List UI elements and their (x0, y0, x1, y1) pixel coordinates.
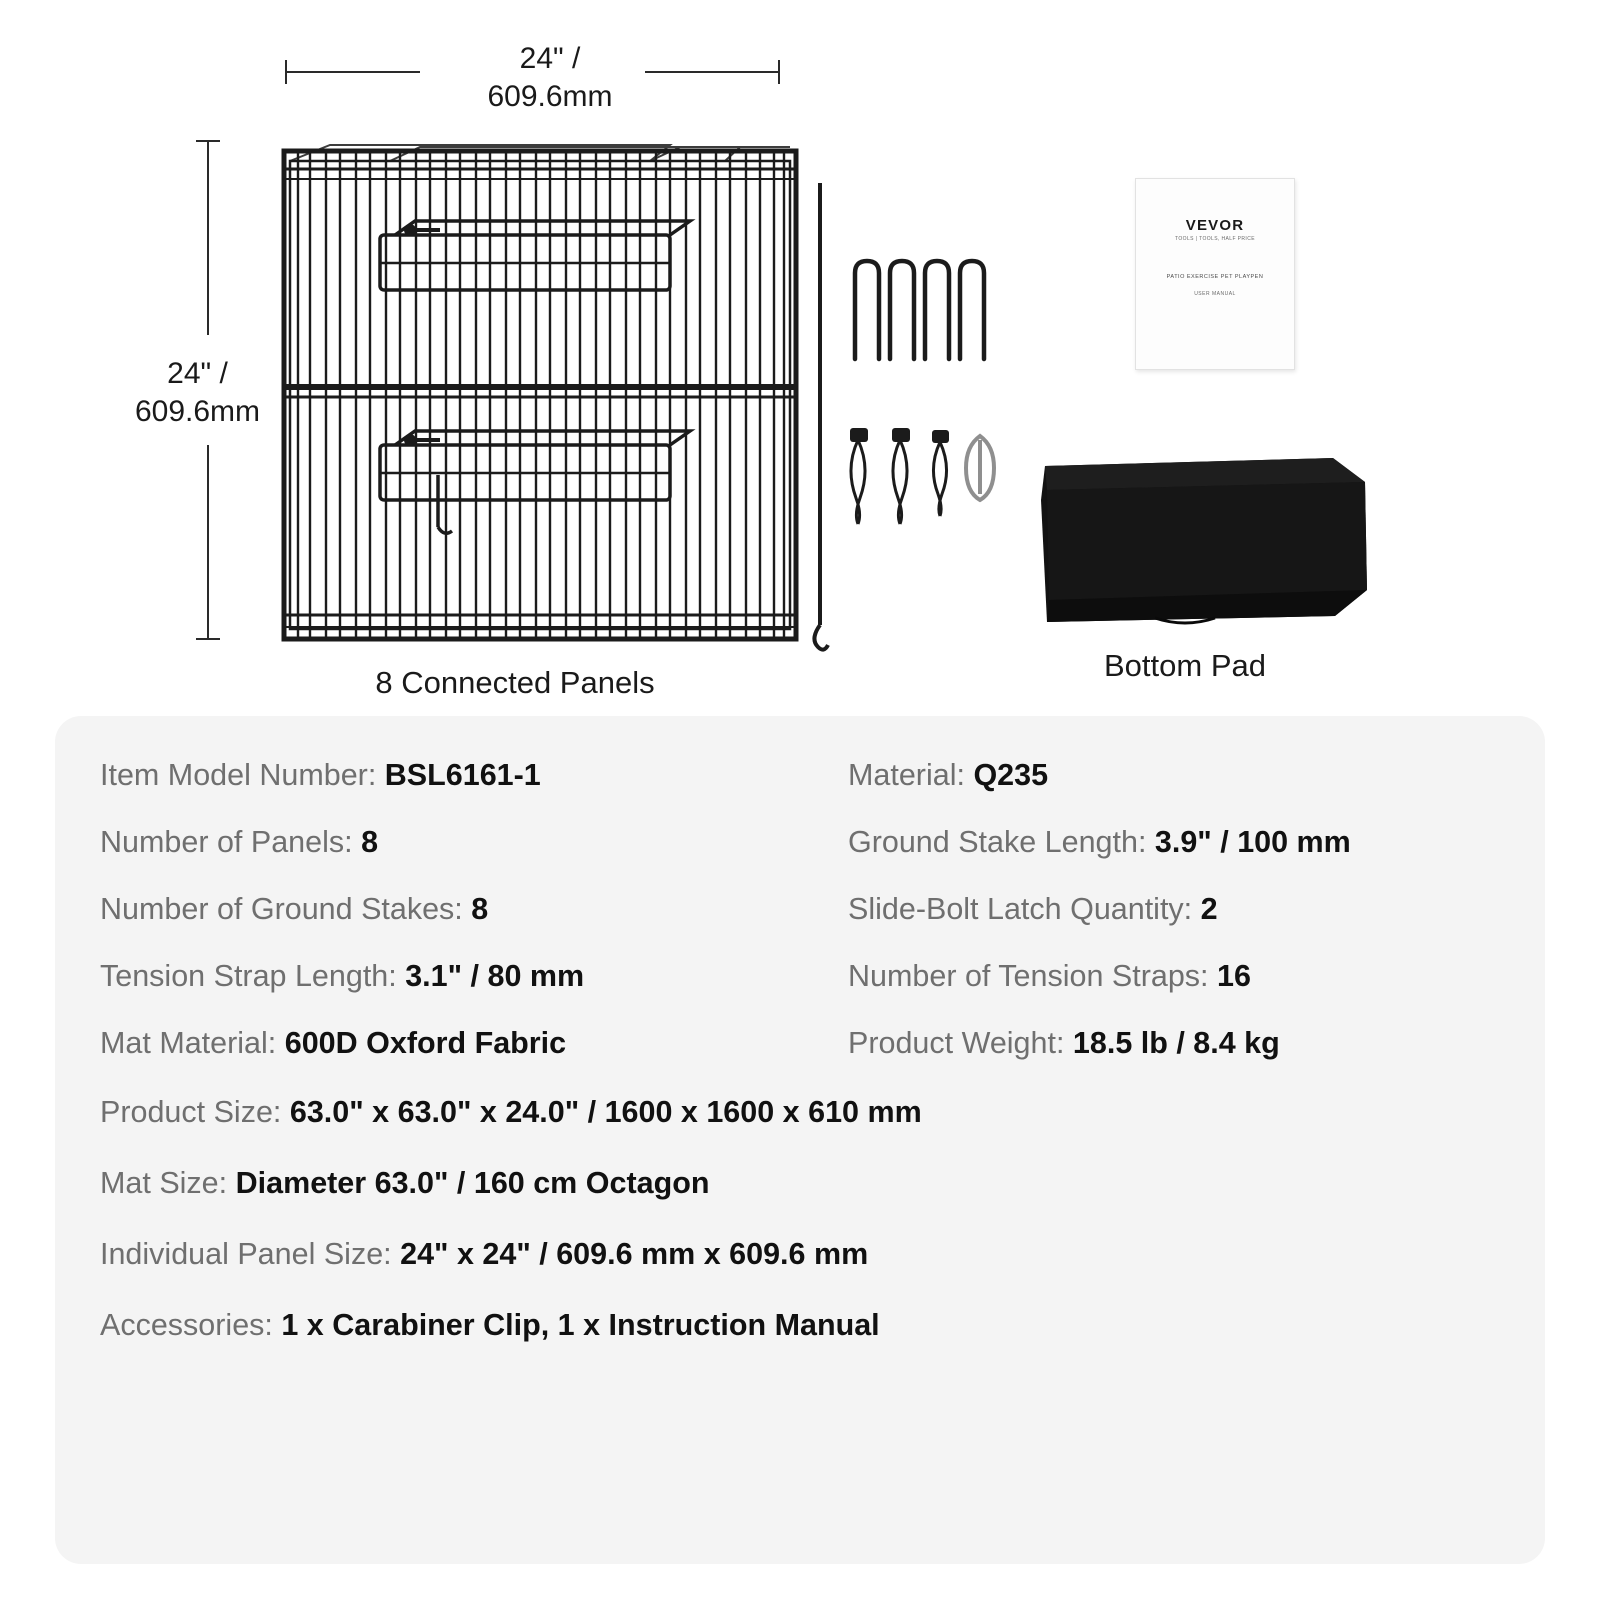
spec-tension-strap-length (100, 943, 800, 1010)
product-illustration (0, 0, 1600, 720)
spec-ground-stake-length (800, 809, 1500, 876)
spec-product-size (100, 1077, 1500, 1148)
spec-label: Accessories: (100, 1308, 282, 1342)
caption-connected-panels: 8 Connected Panels (375, 665, 655, 700)
spec-number-of-panels (100, 809, 800, 876)
spec-row (100, 943, 1500, 1010)
spec-individual-panel-size (100, 1219, 1500, 1290)
instruction-manual-image (1135, 178, 1295, 370)
spec-label: Number of Ground Stakes: (100, 892, 472, 926)
height-dimension-label-line2: 609.6mm (134, 395, 261, 429)
spec-label: Product Size: (100, 1095, 290, 1129)
spec-label: Number of Tension Straps: (848, 959, 1218, 993)
spec-value: 24" x 24" / 609.6 mm x 609.6 mm (400, 1237, 869, 1271)
spec-row (100, 742, 1500, 809)
spec-number-of-tension-straps (800, 943, 1500, 1010)
spec-label: Ground Stake Length: (848, 825, 1155, 859)
caption-bottom-pad: Bottom Pad (1104, 648, 1266, 683)
spec-value: 8 (361, 825, 379, 859)
spec-number-of-ground-stakes (100, 876, 800, 943)
tension-straps-image (840, 420, 1005, 530)
latch-rod-image (800, 175, 840, 655)
spec-value: 63.0" x 63.0" x 24.0" / 1600 x 1600 x 610 mm (289, 1095, 922, 1129)
spec-value: Q235 (973, 758, 1049, 792)
spec-value: 600D Oxford Fabric (284, 1026, 567, 1060)
height-dimension-label-line1: 24" / (167, 357, 228, 390)
spec-mat-size (100, 1148, 1500, 1219)
spec-label: Product Weight: (848, 1026, 1073, 1060)
spec-row (100, 1077, 1500, 1148)
width-dimension-label (420, 40, 680, 117)
spec-row (100, 1148, 1500, 1219)
spec-value: Diameter 63.0" / 160 cm Octagon (235, 1166, 710, 1200)
spec-label: Individual Panel Size: (100, 1237, 401, 1271)
spec-product-weight (800, 1010, 1500, 1077)
spec-row (100, 1290, 1500, 1361)
spec-label: Material: (848, 758, 974, 792)
spec-row (100, 876, 1500, 943)
spec-value: 3.9" / 100 mm (1154, 825, 1351, 859)
spec-row (100, 1219, 1500, 1290)
spec-accessories (100, 1290, 1500, 1361)
ground-stakes-image (845, 255, 995, 370)
width-dimension-label-line1: 24" / (519, 42, 581, 75)
manual-brand-sub-label: TOOLS | TOOLS, HALF PRICE (1175, 236, 1255, 242)
width-dimension-label-line2: 609.6mm (487, 80, 613, 114)
spec-label: Number of Panels: (100, 825, 362, 859)
spec-label: Item Model Number: (100, 758, 385, 792)
wire-panels-image (270, 135, 810, 655)
spec-value: 16 (1217, 959, 1251, 993)
spec-label: Slide-Bolt Latch Quantity: (848, 892, 1201, 926)
spec-value: 2 (1200, 892, 1218, 926)
manual-title-label: PATIO EXERCISE PET PLAYPEN (1166, 274, 1264, 280)
spec-value: 8 (471, 892, 489, 926)
manual-subtitle-label: USER MANUAL (1194, 291, 1236, 297)
spec-label: Mat Size: (100, 1166, 236, 1200)
spec-label: Mat Material: (100, 1026, 285, 1060)
spec-row (100, 809, 1500, 876)
height-dimension-label (110, 355, 285, 432)
spec-value: 18.5 lb / 8.4 kg (1072, 1026, 1280, 1060)
spec-value: BSL6161-1 (384, 758, 541, 792)
spec-mat-material (100, 1010, 800, 1077)
spec-value: 3.1" / 80 mm (405, 959, 585, 993)
spec-label: Tension Strap Length: (100, 959, 406, 993)
spec-slide-bolt-latch-quantity (800, 876, 1500, 943)
specifications-panel (55, 716, 1545, 1564)
spec-material (800, 742, 1500, 809)
spec-value: 1 x Carabiner Clip, 1 x Instruction Manual (281, 1308, 880, 1342)
manual-brand-label: VEVOR (1185, 217, 1245, 234)
bottom-pad-image (1035, 440, 1375, 635)
spec-row (100, 1010, 1500, 1077)
spec-item-model-number (100, 742, 800, 809)
